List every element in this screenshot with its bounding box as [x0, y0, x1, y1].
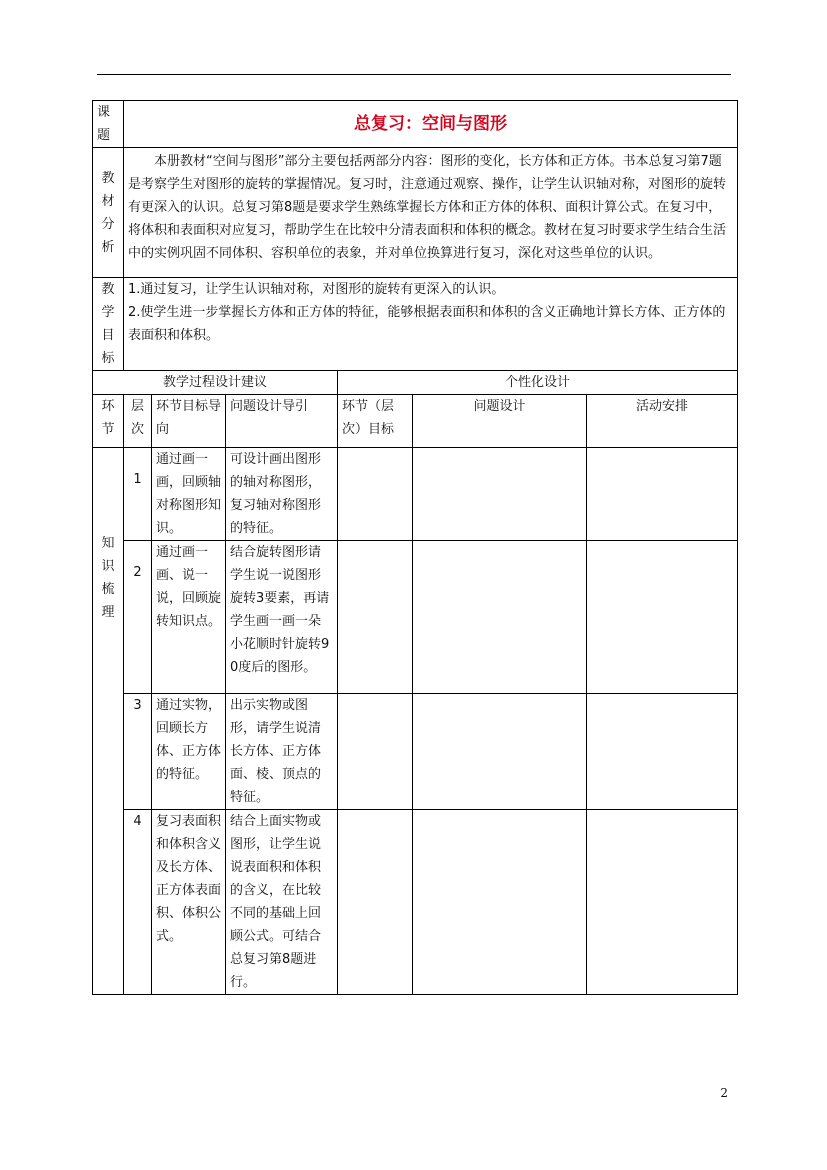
pers-aim-cell [338, 541, 413, 694]
analysis-row [93, 148, 738, 278]
process-right-header: 个性化设计 [338, 371, 738, 395]
goals-row [93, 278, 738, 371]
aim-cell: 通过实物，回顾长方体、正方体的特征。 [152, 694, 226, 810]
col-header-pers-question: 问题设计 [413, 395, 587, 448]
col-header-aim: 环节目标导向 [152, 395, 226, 448]
goals-label-char: 目 [101, 328, 115, 343]
guide-cell: 结合上面实物或图形，让学生说说表面积和体积的含义，在比较不同的基础上回顾公式。可结合总复习第8题进行。 [226, 810, 338, 995]
col-header-pers-aim: 环节（层次）目标 [338, 395, 413, 448]
analysis-label-char: 析 [101, 239, 115, 255]
table-row [93, 810, 738, 995]
goal-item: 2.使学生进一步掌握长方体和正方体的特征，能够根据表面积和体积的含义正确地计算长方体、正方体的表面积和体积。 [128, 305, 726, 343]
pers-activity-cell [587, 810, 738, 995]
analysis-text: 本册教材“空间与图形”部分主要包括两部分内容：图形的变化，长方体和正方体。书本总复习第7题是考察学生对图形的旋转的掌握情况。复习时，注意通过观察、操作，让学生认识轴对称，对图形的旋转有更深入的认识。总复习第8题是要求学生熟练掌握长方体和正方体的体积、面积计算公式。在复习中，将体积和表面积对应复习，帮助学生在比较中分清表面积和体积的概念。教材在复习时要求学生结合生活中的实例巩固不同体积、容积单位的表象，并对单位换算进行复习，深化对这些单位的认识。 [124, 148, 738, 278]
section-label-char: 梳 [101, 582, 115, 597]
section-label [93, 448, 124, 995]
analysis-label-char: 材 [101, 193, 115, 209]
pers-activity-cell [587, 541, 738, 694]
section-label-char: 理 [101, 605, 115, 620]
table-row [93, 541, 738, 694]
level-cell: 1 [124, 448, 152, 541]
col-header-section: 环节 [93, 395, 124, 448]
col-header-guide: 问题设计导引 [226, 395, 338, 448]
col-header-level: 层次 [124, 395, 152, 448]
aim-cell: 复习表面积和体积含义及长方体、正方体表面积、体积公式。 [152, 810, 226, 995]
level-cell: 4 [124, 810, 152, 995]
guide-cell: 出示实物或图形，请学生说清长方体、正方体面、棱、顶点的特征。 [226, 694, 338, 810]
pers-activity-cell [587, 694, 738, 810]
header-rule [97, 74, 731, 75]
col-header-pers-activity: 活动安排 [587, 395, 738, 448]
column-header-row [93, 395, 738, 448]
level-cell: 3 [124, 694, 152, 810]
table-row [93, 448, 738, 541]
pers-question-cell [413, 810, 587, 995]
goals-content [124, 278, 738, 371]
table-row [93, 694, 738, 810]
page-title: 总复习：空间与图形 [124, 101, 738, 148]
page-number: 2 [720, 1086, 728, 1100]
course-label: 课题 [93, 101, 124, 148]
goal-item: 1.通过复习，让学生认识轴对称，对图形的旋转有更深入的认识。 [128, 282, 505, 297]
pers-activity-cell [587, 448, 738, 541]
pers-question-cell [413, 541, 587, 694]
goals-label-char: 教 [101, 282, 115, 297]
guide-cell: 结合旋转图形请学生说一说图形旋转3要素，再请学生画一画一朵小花顺时针旋转90度后的图形。 [226, 541, 338, 694]
section-label-char: 识 [101, 559, 115, 574]
title-row [93, 101, 738, 148]
pers-question-cell [413, 448, 587, 541]
pers-aim-cell [338, 810, 413, 995]
goals-label [93, 278, 124, 371]
process-header-row [93, 371, 738, 395]
pers-aim-cell [338, 448, 413, 541]
goals-label-char: 学 [101, 305, 115, 320]
aim-cell: 通过画一画、说一说，回顾旋转知识点。 [152, 541, 226, 694]
analysis-label-char: 教 [101, 170, 115, 186]
goals-label-char: 标 [101, 351, 115, 366]
process-left-header: 教学过程设计建议 [93, 371, 338, 395]
analysis-label [93, 148, 124, 278]
guide-cell: 可设计画出图形的轴对称图形，复习轴对称图形的特征。 [226, 448, 338, 541]
level-cell: 2 [124, 541, 152, 694]
pers-aim-cell [338, 694, 413, 810]
section-label-char: 知 [101, 536, 115, 551]
pers-question-cell [413, 694, 587, 810]
lesson-plan-table [92, 100, 738, 995]
aim-cell: 通过画一画，回顾轴对称图形知识。 [152, 448, 226, 541]
analysis-label-char: 分 [101, 216, 115, 232]
